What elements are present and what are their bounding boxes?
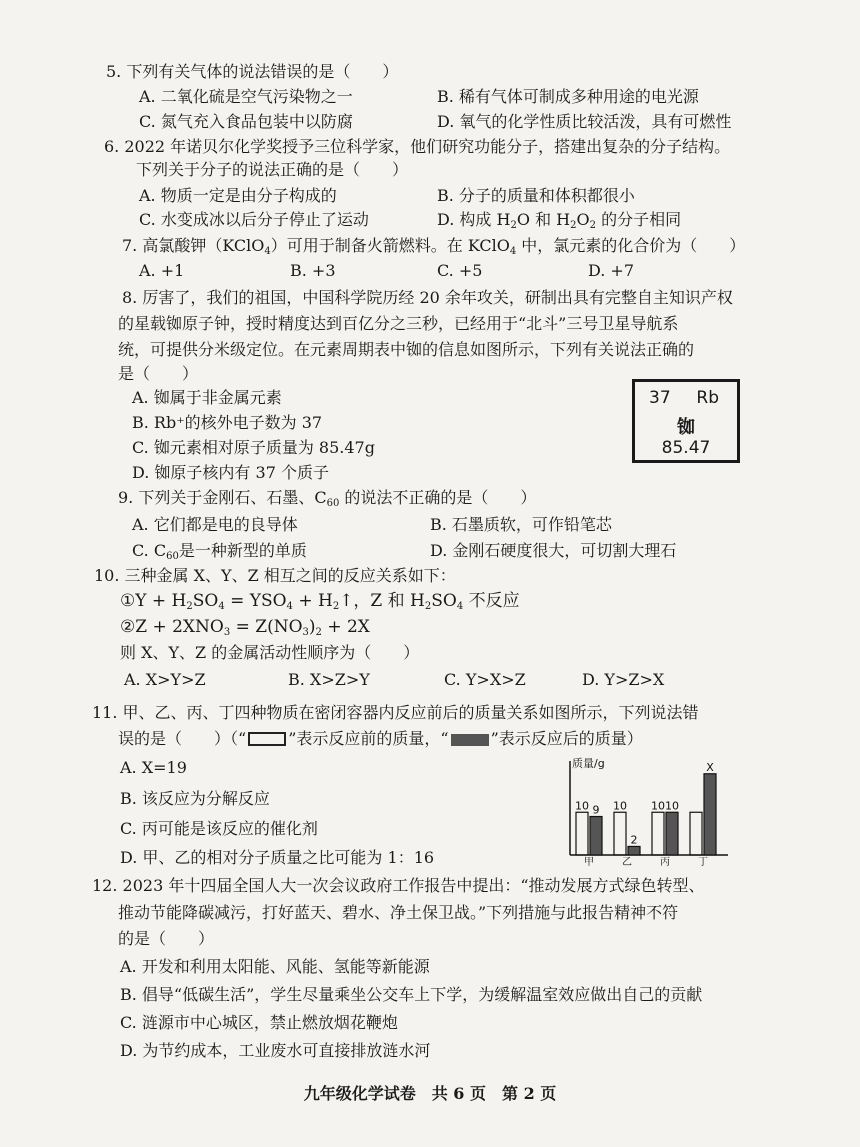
bar-label-丁-after: X	[706, 760, 714, 774]
q9-option-a: A. 它们都是电的良导体	[132, 515, 298, 534]
q6-option-b: B. 分子的质量和体积都很小	[437, 186, 635, 205]
y-axis-label: 质量/g	[572, 757, 605, 770]
q9-stem: 9. 下列关于金刚石、石墨、$C_{60}$ 的说法不正确的是（ ）	[118, 488, 537, 509]
atomic-number: 37	[649, 388, 671, 408]
q12-line3: 的是（ ）	[118, 929, 215, 948]
element-name: 铷	[677, 417, 695, 438]
bar-甲-before	[576, 812, 588, 855]
q11-line1: 11. 甲、乙、丙、丁四种物质在密闭容器内反应前后的质量关系如图所示，下列说法错	[92, 703, 699, 722]
q6-stem-line1: 6. 2022 年诺贝尔化学奖授予三位科学家，他们研究功能分子，搭建出复杂的分子结构。	[104, 137, 731, 156]
q6-option-a: A. 物质一定是由分子构成的	[139, 186, 337, 205]
q7-option-d: D. +7	[588, 261, 635, 280]
q8-line1: 8. 厉害了，我们的祖国，中国科学院历经 20 余年攻关，研制出具有完整自主知识产权	[122, 288, 733, 307]
q11-option-b: B. 该反应为分解反应	[120, 789, 270, 808]
q8-line2: 的星载铷原子钟，授时精度达到百亿分之三秒，已经用于“北斗”三号卫星导航系	[118, 314, 679, 333]
q5-option-d: D. 氧气的化学性质比较活泼，具有可燃性	[437, 112, 732, 131]
bar-乙-after	[628, 846, 640, 855]
q5-stem: 5. 下列有关气体的说法错误的是（ ）	[106, 62, 399, 81]
element-symbol: Rb	[696, 388, 719, 408]
bar-label-乙-after: 2	[630, 833, 638, 847]
bar-丙-before	[652, 812, 664, 855]
bar-丙-after	[666, 812, 678, 855]
q12-option-a: A. 开发和利用太阳能、风能、氢能等新能源	[120, 957, 430, 976]
q5-option-b: B. 稀有气体可制成多种用途的电光源	[437, 87, 699, 106]
q10-option-a: A. X>Y>Z	[124, 670, 206, 689]
q8-line4: 是（ ）	[118, 364, 199, 383]
q6-option-d: D. 构成 $H_2O$ 和 $H_2O_2$ 的分子相同	[437, 210, 682, 231]
q7-option-b: B. +3	[290, 261, 336, 280]
atomic-mass: 85.47	[661, 438, 711, 458]
q12-option-d: D. 为节约成本，工业废水可直接排放涟水河	[120, 1041, 431, 1060]
q8-option-a: A. 铷属于非金属元素	[132, 388, 282, 407]
bar-label-甲-before: 10	[575, 799, 589, 813]
q10-option-c: C. Y>X>Z	[444, 670, 526, 689]
q10-reaction-1: ①Y + $H_2SO_4 = YSO_4$ + $H_2↑$，Z 和 $H_2SO_4$ 不反应	[120, 591, 520, 612]
category-label-甲: 甲	[584, 857, 594, 867]
q9-option-d: D. 金刚石硬度很大，可切割大理石	[430, 541, 677, 560]
bar-label-丙-after: 10	[665, 799, 679, 813]
q7-option-c: C. +5	[437, 261, 483, 280]
category-label-乙: 乙	[622, 857, 632, 867]
bar-label-甲-after: 9	[592, 803, 600, 817]
bar-label-丙-before: 10	[651, 799, 665, 813]
q7-option-a: A. +1	[139, 261, 185, 280]
q5-option-a: A. 二氧化硫是空气污染物之一	[139, 87, 353, 106]
q11-option-a: A. X=19	[120, 758, 187, 777]
q11-line2: 误的是（ ）（“ ”表示反应前的质量，“ ”表示反应后的质量）	[118, 729, 643, 748]
q10-option-d: D. Y>Z>X	[582, 670, 665, 689]
page-footer: 九年级化学试卷 共 6 页 第 2 页	[303, 1084, 557, 1103]
q9-option-b: B. 石墨质软，可作铅笔芯	[430, 515, 612, 534]
bar-甲-after	[590, 817, 602, 855]
bar-乙-before	[614, 812, 626, 855]
q12-line2: 推动节能降碳减污，打好蓝天、碧水、净土保卫战。”下列措施与此报告精神不符	[118, 903, 679, 922]
q8-line3: 统，可提供分米级定位。在元素周期表中铷的信息如图所示，下列有关说法正确的	[118, 340, 695, 359]
q12-option-c: C. 涟源市中心城区，禁止燃放烟花鞭炮	[120, 1013, 398, 1032]
q10-reaction-2: ②Z + $2XNO_3 = Z(NO_3)_2 + 2X$	[120, 617, 370, 638]
q7-stem: 7. 高氯酸钾（KClO$_4$）可用于制备火箭燃料。在 KClO$_4$ 中，氯元素的化合价为（ ）	[122, 236, 746, 257]
legend-after-swatch	[451, 734, 489, 746]
mass-bar-chart	[556, 755, 732, 867]
element-tile-rubidium	[632, 379, 740, 463]
q10-option-b: B. X>Z>Y	[288, 670, 370, 689]
q8-option-b: B. Rb⁺的核外电子数为 37	[132, 413, 323, 432]
q11-option-d: D. 甲、乙的相对分子质量之比可能为 1：16	[120, 848, 435, 867]
legend-before-swatch	[248, 732, 286, 746]
bar-label-乙-before: 10	[613, 799, 627, 813]
q12-line1: 12. 2023 年十四届全国人大一次会议政府工作报告中提出：“推动发展方式绿色转型、	[92, 876, 705, 895]
category-label-丙: 丙	[660, 857, 670, 867]
category-label-丁: 丁	[698, 857, 708, 867]
bar-丁-after	[704, 774, 716, 855]
q9-option-c: C. $C_{60}$是一种新型的单质	[132, 541, 307, 562]
q12-option-b: B. 倡导“低碳生活”，学生尽量乘坐公交车上下学，为缓解温室效应做出自己的贡献	[120, 985, 703, 1004]
q6-stem-line2: 下列关于分子的说法正确的是（ ）	[136, 160, 409, 179]
q6-option-c: C. 水变成冰以后分子停止了运动	[139, 210, 369, 229]
q10-stem: 10. 三种金属 X、Y、Z 相互之间的反应关系如下：	[94, 566, 456, 585]
q8-option-d: D. 铷原子核内有 37 个质子	[132, 463, 329, 482]
bar-丁-before	[690, 812, 702, 855]
q5-option-c: C. 氮气充入食品包装中以防腐	[139, 112, 353, 131]
q8-option-c: C. 铷元素相对原子质量为 85.47g	[132, 438, 375, 457]
q10-question: 则 X、Y、Z 的金属活动性顺序为（ ）	[120, 643, 420, 662]
q11-option-c: C. 丙可能是该反应的催化剂	[120, 819, 318, 838]
